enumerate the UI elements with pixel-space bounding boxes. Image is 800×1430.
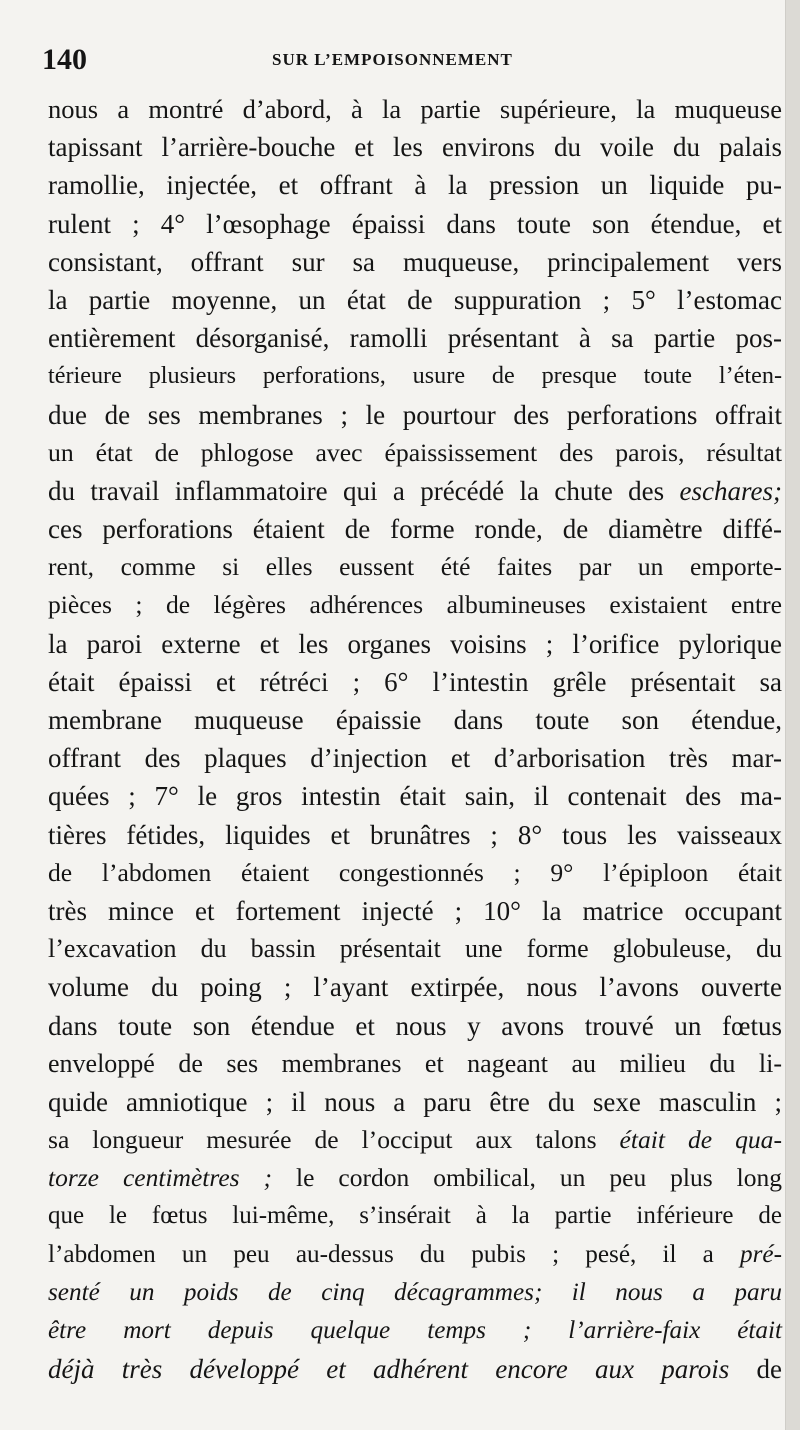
text-line: [48, 1007, 782, 1045]
text-segment: quées ; 7° le gros intestin était sain, il contenait des ma-: [48, 781, 782, 812]
text-segment: rent, comme si elles eussent été faites par un emporte-: [48, 552, 782, 582]
text-segment: la partie moyenne, un état de suppuration ; 5° l’estomac: [48, 284, 782, 315]
text-segment: pièces ; de légères adhérences albumineuses existaient entre: [48, 590, 782, 620]
text-segment: l’abdomen un peu au-dessus du pubis ; pesé, il a: [48, 1240, 741, 1268]
text-segment: consistant, offrant sur sa muqueuse, principalement vers: [48, 246, 782, 277]
text-segment: tières fétides, liquides et brunâtres ; 8° tous les vaisseaux: [48, 819, 782, 850]
italic-text-segment: senté un poids de cinq décagrammes; il nous a paru: [48, 1278, 782, 1306]
text-line: [48, 1045, 782, 1083]
text-segment: enveloppé de ses membranes et nageant au milieu du li-: [48, 1048, 782, 1078]
text-segment: membrane muqueuse épaissie dans toute son étendue,: [48, 705, 782, 735]
italic-text-segment: était de qua-: [619, 1125, 782, 1155]
text-line: [48, 854, 782, 892]
text-line: [48, 663, 782, 701]
text-line: [48, 777, 782, 815]
text-segment: entièrement désorganisé, ramolli présentant à sa partie pos-: [48, 323, 782, 354]
text-segment: volume du poing ; l’ayant extirpée, nous l’avons ouverte: [48, 972, 782, 1003]
text-line: [48, 930, 782, 968]
text-segment: nous a montré d’abord, à la partie supérieure, la muqueuse: [48, 94, 782, 124]
text-line: [48, 816, 782, 854]
italic-text-segment: être mort depuis quelque temps ; l’arrière-faix était: [48, 1317, 782, 1344]
text-line: [48, 243, 782, 281]
text-segment: la paroi externe et les organes voisins ; l’orifice pylorique: [48, 628, 782, 659]
text-line: [48, 434, 782, 472]
text-segment: due de ses membranes ; le pourtour des perforations offrait: [48, 399, 782, 430]
running-head: SUR L’EMPOISONNEMENT: [272, 50, 513, 69]
text-line: [48, 1197, 782, 1235]
text-segment: de: [729, 1354, 783, 1385]
text-segment: l’excavation du bassin présentait une forme globuleuse, du: [48, 934, 782, 964]
text-segment: ces perforations étaient de forme ronde, de diamètre diffé-: [48, 514, 782, 545]
text-line: [48, 1274, 782, 1312]
text-segment: du travail inflammatoire qui a précédé la chute des: [48, 475, 680, 506]
page-header: [42, 45, 762, 79]
text-segment: térieure plusieurs perforations, usure de presque toute l’éten-: [48, 362, 782, 390]
text-line: [48, 548, 782, 586]
text-line: [48, 1083, 782, 1121]
text-segment: de l’abdomen étaient congestionnés ; 9° l’épiploon était: [48, 857, 782, 887]
italic-text-segment: eschares;: [679, 475, 782, 506]
text-segment: le cordon ombilical, un peu plus long: [272, 1163, 782, 1193]
text-segment: quide amniotique ; il nous a paru être du sexe masculin ;: [48, 1086, 782, 1117]
text-segment: sa longueur mesurée de l’occiput aux talons: [48, 1125, 620, 1155]
text-line: [48, 166, 782, 204]
italic-text-segment: torze centimètres ;: [48, 1163, 273, 1193]
text-line: [48, 968, 782, 1006]
text-line: [48, 510, 782, 548]
text-segment: était épaissi et rétréci ; 6° l’intestin grêle présentait sa: [48, 666, 782, 697]
text-segment: rulent ; 4° l’œsophage épaissi dans toute son étendue, et: [48, 208, 782, 239]
body-text: [48, 90, 782, 1388]
text-segment: un état de phlogose avec épaississement des parois, résultat: [48, 437, 782, 467]
text-line: [48, 892, 782, 930]
text-line: [48, 1121, 782, 1159]
text-line: [48, 586, 782, 624]
text-line: [48, 1312, 782, 1350]
italic-text-segment: pré-: [740, 1240, 782, 1268]
text-line: [48, 1350, 782, 1388]
text-line: [48, 739, 782, 777]
text-line: [48, 1236, 782, 1274]
text-line: [48, 701, 782, 739]
text-segment: tapissant l’arrière-bouche et les environs du voile du palais: [48, 132, 782, 163]
text-line: [48, 1159, 782, 1197]
text-line: [48, 357, 782, 395]
text-segment: ramollie, injectée, et offrant à la pression un liquide pu-: [48, 170, 782, 201]
text-segment: que le fœtus lui-même, s’insérait à la partie inférieure de: [48, 1202, 782, 1230]
text-line: [48, 281, 782, 319]
text-line: [48, 472, 782, 510]
text-line: [48, 319, 782, 357]
text-line: [48, 625, 782, 663]
text-segment: offrant des plaques d’injection et d’arborisation très mar-: [48, 743, 782, 774]
text-line: [48, 396, 782, 434]
text-line: [48, 205, 782, 243]
page-number: 140: [42, 43, 87, 76]
text-segment: dans toute son étendue et nous y avons trouvé un fœtus: [48, 1010, 782, 1041]
page-edge: [785, 0, 800, 1430]
text-line: [48, 90, 782, 128]
italic-text-segment: déjà très développé et adhérent encore aux parois: [48, 1354, 730, 1385]
text-line: [48, 128, 782, 166]
text-segment: très mince et fortement injecté ; 10° la matrice occupant: [48, 895, 782, 926]
